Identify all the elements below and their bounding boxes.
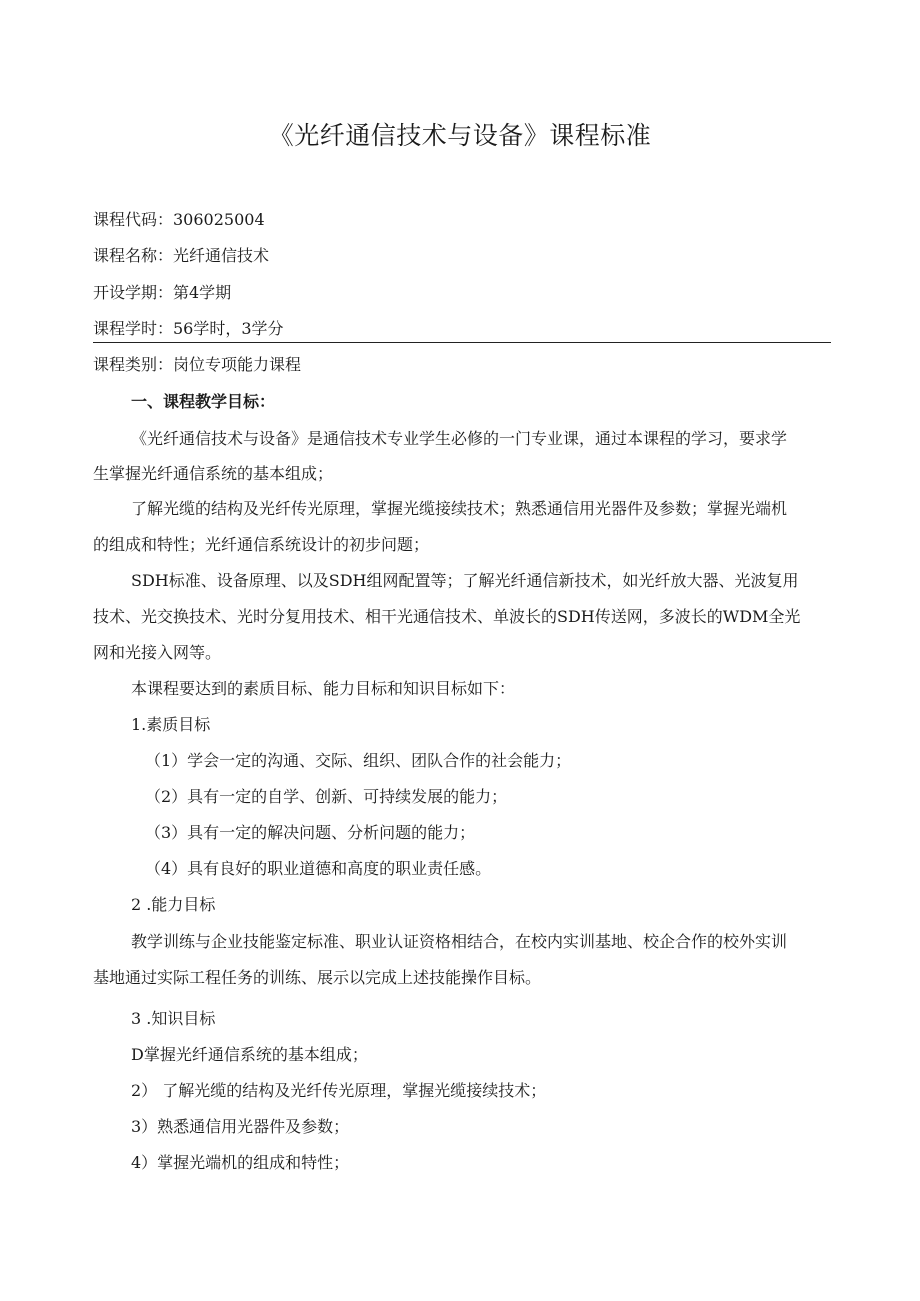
list-item: （1）学会一定的沟通、交际、组织、团队合作的社会能力； [145,751,572,770]
ability-paragraph-line2: 基地通过实际工程任务的训练、展示以完成上述技能操作目标。 [93,968,542,987]
ability-paragraph-line1: 教学训练与企业技能鉴定标准、职业认证资格相结合，在校内实训基地、校企合作的校外实训 [131,932,788,951]
course-semester: 开设学期：第4学期 [93,283,232,302]
paragraph-intro-line2: 生掌握光纤通信系统的基本组成； [93,464,334,483]
course-code: 课程代码：306025004 [93,210,265,229]
list-item: （3）具有一定的解决问题、分析问题的能力； [145,823,476,842]
paragraph-goals-intro: 本课程要达到的素质目标、能力目标和知识目标如下： [131,679,516,698]
paragraph-optical-line2: 的组成和特性；光纤通信系统设计的初步问题； [93,535,430,554]
page-title: 《光纤通信技术与设备》课程标准 [268,121,652,150]
list-item: 4）掌握光端机的组成和特性； [131,1153,350,1172]
list-item: D掌握光纤通信系统的基本组成； [131,1045,368,1064]
section-heading-objectives: 一、课程教学目标： [131,392,276,411]
course-hours: 课程学时：56学时，3学分 [93,319,284,338]
list-item: （2）具有一定的自学、创新、可持续发展的能力； [145,787,508,806]
list-item: 2） 了解光缆的结构及光纤传光原理，掌握光缆接续技术； [131,1081,547,1100]
list-item: 3）熟悉通信用光器件及参数； [131,1117,350,1136]
course-name: 课程名称：光纤通信技术 [93,246,270,265]
divider-line [93,342,831,343]
list-item: （4）具有良好的职业道德和高度的职业责任感。 [145,859,492,878]
paragraph-optical-line1: 了解光缆的结构及光纤传光原理，掌握光缆接续技术；熟悉通信用光器件及参数；掌握光端机 [131,499,788,518]
paragraph-sdh-line1: SDH标准、设备原理、以及SDH组网配置等；了解光纤通信新技术，如光纤放大器、光波复用 [131,571,799,590]
course-category: 课程类别：岗位专项能力课程 [93,355,302,374]
knowledge-heading: 3 .知识目标 [131,1009,216,1028]
quality-heading: 1.素质目标 [131,715,211,734]
paragraph-intro-line1: 《光纤通信技术与设备》是通信技术专业学生必修的一门专业课，通过本课程的学习，要求学 [131,429,788,448]
paragraph-sdh-line2: 技术、光交换技术、光时分复用技术、相干光通信技术、单波长的SDH传送网，多波长的WDM全光 [93,607,801,626]
paragraph-sdh-line3: 网和光接入网等。 [93,643,222,662]
ability-heading: 2 .能力目标 [131,895,216,914]
